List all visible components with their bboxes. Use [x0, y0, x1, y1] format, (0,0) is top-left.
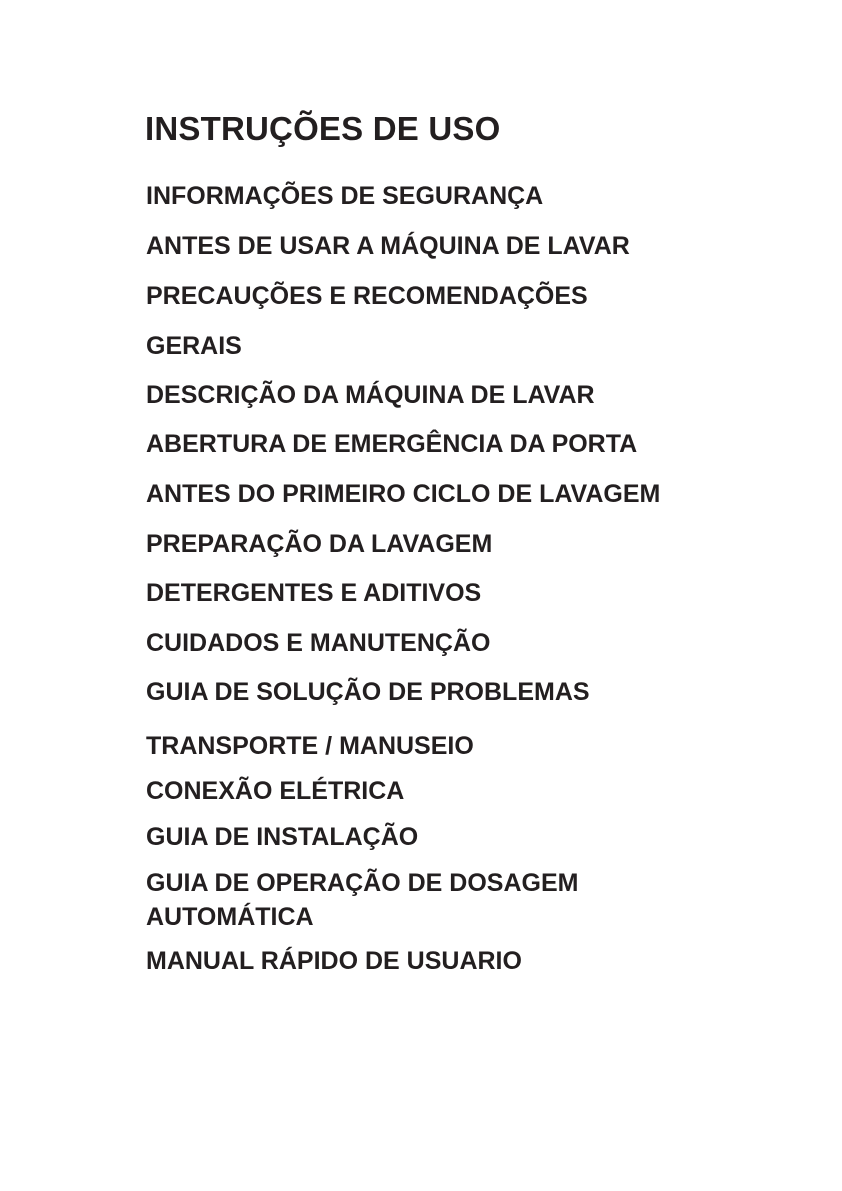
- toc-item-manual-rapido-de-usuario: MANUAL RÁPIDO DE USUARIO: [146, 947, 522, 975]
- toc-item-guia-de-solucao-de-problemas: GUIA DE SOLUÇÃO DE PROBLEMAS: [146, 678, 590, 706]
- toc-item-precaucoes-e-recomendacoes: PRECAUÇÕES E RECOMENDAÇÕES: [146, 282, 588, 310]
- toc-item-transporte-manuseio: TRANSPORTE / MANUSEIO: [146, 732, 474, 760]
- toc-item-preparacao-da-lavagem: PREPARAÇÃO DA LAVAGEM: [146, 530, 493, 558]
- toc-item-cuidados-e-manutencao: CUIDADOS E MANUTENÇÃO: [146, 629, 491, 657]
- toc-item-conexao-eletrica: CONEXÃO ELÉTRICA: [146, 777, 405, 805]
- toc-item-detergentes-e-aditivos: DETERGENTES E ADITIVOS: [146, 579, 482, 607]
- toc-item-antes-do-primeiro-ciclo: ANTES DO PRIMEIRO CICLO DE LAVAGEM: [146, 480, 661, 508]
- toc-item-guia-de-operacao-de-dosagem: GUIA DE OPERAÇÃO DE DOSAGEM: [146, 869, 579, 897]
- page-title: INSTRUÇÕES DE USO: [145, 110, 501, 147]
- toc-item-automatica: AUTOMÁTICA: [146, 903, 314, 931]
- toc-item-descricao-da-maquina: DESCRIÇÃO DA MÁQUINA DE LAVAR: [146, 381, 595, 409]
- toc-item-informacoes-de-seguranca: INFORMAÇÕES DE SEGURANÇA: [146, 182, 544, 210]
- toc-item-gerais: GERAIS: [146, 332, 242, 360]
- toc-item-abertura-de-emergencia: ABERTURA DE EMERGÊNCIA DA PORTA: [146, 430, 638, 458]
- toc-item-antes-de-usar: ANTES DE USAR A MÁQUINA DE LAVAR: [146, 232, 630, 260]
- toc-item-guia-de-instalacao: GUIA DE INSTALAÇÃO: [146, 823, 419, 851]
